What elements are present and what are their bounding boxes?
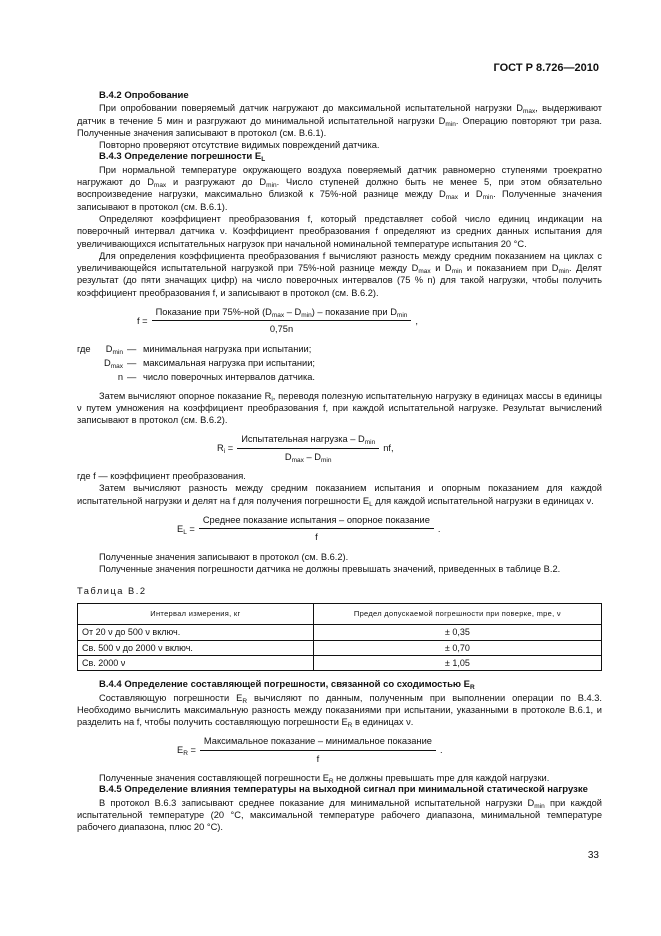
subscript: min [451,268,463,276]
standard-code: ГОСТ Р 8.726—2010 [493,62,599,74]
where-dash: — [127,372,137,383]
subscript: min [320,456,332,464]
section-b43-paragraph-7: Полученные значения погрешности датчика не должны превышать значений, приведенных в таблице В.2. [99,563,561,574]
section-b44-paragraph-1 [77,692,602,729]
subscript: max [110,362,123,370]
text-run: – D [303,451,321,462]
subscript: min [364,439,376,447]
subscript: min [534,802,545,810]
text-run: D [284,451,292,462]
subscript: max [445,194,458,202]
text-run: , переводя полезную испытательную нагрузку в единицах массы в единицы ν путем умножения на коэффициент преобразования f, при каждой испытательной нагрузке. Результат вычислений записывают в протокол (см. В.6.2). [77,390,602,426]
subscript: max [291,456,304,464]
fraction [152,306,412,336]
table-cell: От 20 ν до 500 ν включ. [78,625,314,640]
text-run: В протокол В.6.3 записывают среднее показание для минимальной испытательной нагрузки D [99,797,535,808]
text-run: для каждой испытательной нагрузки в единицах ν. [372,495,594,506]
text-run: и разгружают до D [166,177,267,188]
section-b42-paragraph-2: Повторно проверяют отсутствие видимых повреждений датчика. [99,140,380,151]
text-run: . Операцию повторяют три раза. Полученные значения записывают в протокол (см. В.6.1). [77,115,602,138]
subscript: R [347,722,353,730]
title-text: В.4.3 Определение погрешности E [99,151,262,163]
subscript: max [522,108,536,116]
subscript: min [558,268,569,276]
where-lead [77,371,99,383]
text-run: не должны превышать mpe для каждой нагрузки. [333,773,550,784]
text-run: . Полученные значения записывают в протокол (см. В.6.1). [77,189,602,212]
text-run: = [225,443,234,454]
symbol: D [105,343,113,354]
subscript: min [266,182,277,190]
subscript: i [223,448,226,456]
fraction-denominator: f [316,753,320,764]
tolerance-table [77,603,602,671]
subscript: max [418,268,431,276]
fraction-numerator: Максимальное показание – минимальное показание [200,735,436,750]
page-content [77,90,602,834]
section-b42-title: В.4.2 Опробование [99,90,189,101]
text-run: и D [430,263,452,274]
section-b43-paragraph-6: Полученные значения записывают в протокол (см. В.6.2). [99,551,349,562]
table-row [78,640,602,655]
symbol: n [117,372,123,383]
where-symbol [99,357,127,369]
where-dash: — [127,343,137,354]
fraction [200,735,436,765]
text-run: = [186,523,195,534]
section-b43-paragraph-4 [77,390,602,427]
where-2: где f — коэффициент преобразования. [77,471,246,482]
text-run: . Делят результат (до пяти значащих цифр) на число поверочных интервалов (75 % n) для такой нагрузки, чтобы получить коэффициент преобразования f, и записывают в протокол (см. В.6.2). [77,263,602,298]
symbol: E [177,745,184,756]
section-b43-paragraph-2: Определяют коэффициент преобразования f, который представляет собой число единиц индикации на поверочный интервал датчика ν. Коэффициент преобразования f определяют из средних данных испытания для увеличивающихся испытательных нагрузок при начальной номинальной температуре испытания 20 °С. [77,213,602,249]
subscript: i [271,395,273,403]
section-b43-title [77,151,602,163]
subscript: max [271,312,285,320]
where-item [77,357,602,369]
page-number: 33 [587,850,599,861]
subscript: R [183,750,188,758]
subscript: min [396,312,408,320]
formula-lhs [177,523,195,535]
subscript: min [445,120,456,128]
fraction [199,514,434,544]
where-item [77,371,602,383]
subscript: min [482,194,494,202]
where-symbol [99,343,127,355]
where-text: минимальная нагрузка при испытании; [143,343,312,354]
subscript: min [112,348,123,356]
text-run: и D [458,189,483,200]
formula-conversion-factor [77,306,602,336]
table-cell: ± 0,70 [313,640,601,655]
symbol: D [104,357,111,368]
section-b43-paragraph-5 [77,482,602,507]
fraction [237,433,379,463]
formula-lhs [217,442,233,454]
text-run: и показанием при D [462,263,559,274]
formula-tail: . [437,523,441,534]
where-text: максимальная нагрузка при испытании; [143,357,315,368]
table-caption: Таблица В.2 [77,586,147,597]
symbol: E [177,523,184,534]
table-header-cell: Предел допускаемой погрешности при поверке, mpe, ν [313,604,601,625]
text-run: ) – показание при D [311,307,397,318]
fraction-denominator [285,449,332,463]
text-run: – D [284,307,302,318]
where-item [77,343,602,355]
symbol: R [217,443,224,454]
section-b44-paragraph-2 [77,772,602,784]
text-run: . Число ступеней должно быть не менее 5, при этом обязательно воспроизведение нагрузки, максимально близкой к 75%-ной разнице между D [77,177,602,200]
fraction-numerator: Среднее показание испытания – опорное показание [199,514,434,529]
where-symbol [99,371,127,383]
text-run: Для определения коэффициента преобразования f вычисляют разность между средним показанием на циклах с увеличивающейся испытательной нагрузкой при 75%-ной разнице между D [77,250,602,274]
subscript: L [261,156,266,164]
where-lead [77,357,99,369]
where-dash: — [127,357,137,368]
text-run: = [187,745,196,756]
table-row [78,655,602,670]
formula-reference-reading [77,433,602,463]
where-lead: где [77,343,91,354]
fraction-denominator: 0,75n [269,324,294,335]
table-header-row [78,604,602,625]
table-cell: Св. 500 ν до 2000 ν включ. [78,640,314,655]
fraction-numerator [152,306,412,321]
text-run: Испытательная нагрузка – D [241,434,365,445]
where-text: число поверочных интервалов датчика. [143,372,315,383]
formula-tail: nf, [383,443,394,454]
formula-lhs: f = [137,315,148,326]
subscript: R [470,684,475,692]
table-header-cell: Интервал измерения, кг [78,604,314,625]
section-b42-paragraph-1 [77,102,602,139]
text-run: Составляющую погрешности E [99,692,243,703]
title-text: В.4.4 Определение составляющей погрешности, связанной со сходимостью E [99,679,471,691]
table-cell: ± 0,35 [313,625,601,640]
table-cell: Св. 2000 ν [78,655,314,670]
subscript: R [242,697,248,705]
formula-error-er [77,735,602,765]
table-cell: ± 1,05 [313,655,601,670]
text-run: Затем вычисляют разность между средним показанием испытания и опорным показанием для каждой испытательной нагрузки и делят на f для получения погрешности E [77,483,602,506]
formula-lhs [177,744,196,756]
fraction-numerator [237,433,379,448]
formula-error-el [77,514,602,544]
subscript: R [328,778,334,786]
text-run: Показание при 75%-ной (D [155,307,272,318]
text-run: в единицах ν. [352,717,414,728]
text-run: Затем вычисляют опорное показание R [99,390,272,401]
section-b43-paragraph-1 [77,164,602,213]
formula-tail: , [415,315,418,326]
section-b44-title [77,679,602,691]
section-b45-paragraph-1 [77,797,602,834]
subscript: L [183,528,187,536]
text-run: вычисляют по данным, полученным при выполнении операции по В.4.3. Необходимо вычислить максимальную разность между показаниями при испытании, указанными в протоколе В.6.1, и разделить на f, чтобы получить составляющую погрешности E [77,692,603,728]
fraction-denominator: f [315,532,318,543]
text-run: При опробовании поверяемый датчик нагружают до максимальной испытательной нагрузки D [99,103,523,114]
section-b43-paragraph-3 [77,250,602,299]
subscript: L [369,500,373,508]
table-row [78,625,602,640]
text-run: Полученные значения составляющей погрешности E [99,773,329,784]
where-list [77,343,602,384]
subscript: min [301,312,312,320]
text-run: При нормальной температуре окружающего воздуха поверяемый датчик равномерно ступенями троекратно нагружают до D [77,164,602,188]
section-b45-title: В.4.5 Определение влияния температуры на выходной сигнал при минимальной статической нагрузке [99,784,588,796]
formula-tail: . [439,745,443,756]
text-run: при каждой испытательной температуре (20 °С, максимальной температуре рабочего диапазона, минимальной температуре рабочего диапазона, плюс 20 °С). [77,797,602,833]
text-run: , выдерживают датчик в течение 5 мин и разгружают до минимальной испытательной нагрузки D [77,103,602,126]
subscript: max [153,182,167,190]
